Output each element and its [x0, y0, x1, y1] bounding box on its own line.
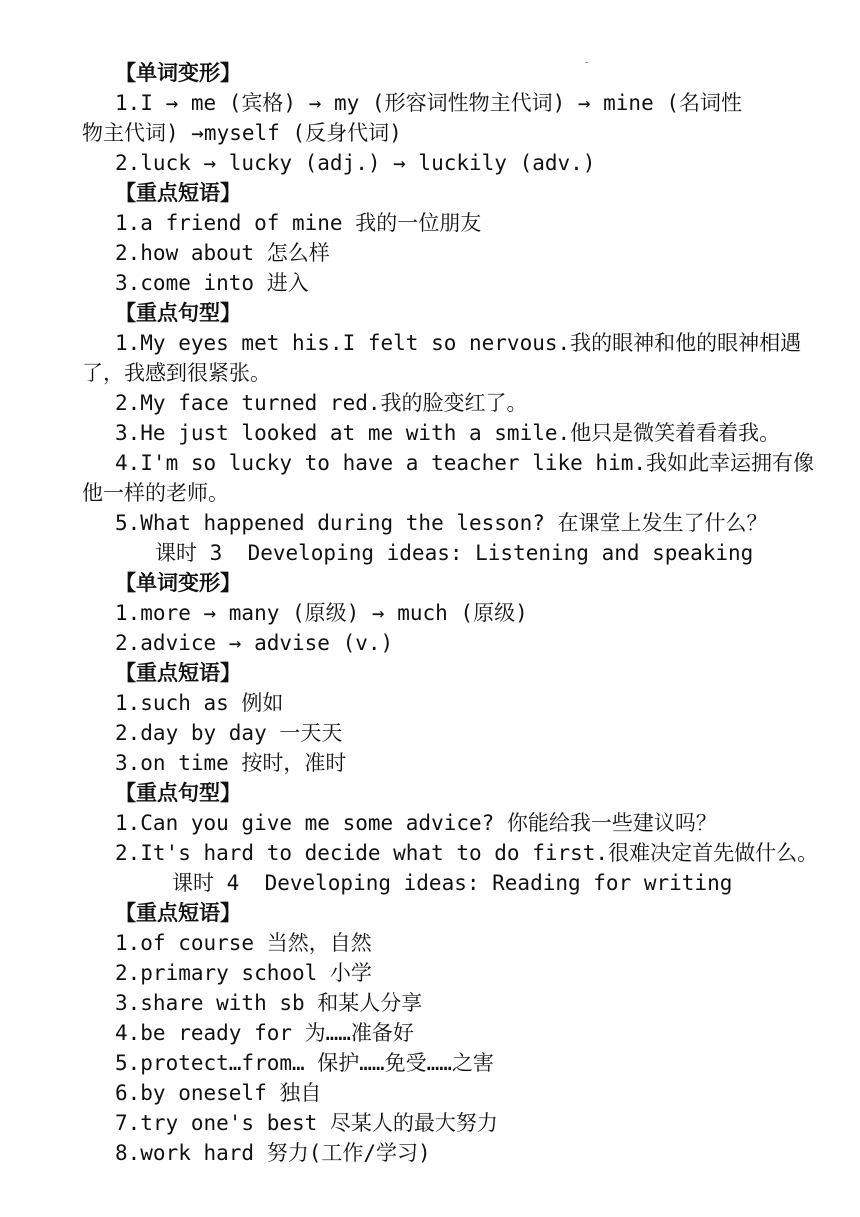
section-heading-key-phrases-3: 【重点短语】: [115, 901, 241, 925]
section-heading-key-sentences: 【重点句型】: [115, 301, 241, 325]
sentence-item-2: 2.My face turned red.我的脸变红了。: [115, 391, 528, 415]
phrase-item-11: 5.protect…from… 保护……免受……之害: [115, 1051, 494, 1075]
word-form-item-1: 1.I → me (宾格) → my (形容词性物主代词) → mine (名词性: [115, 91, 743, 115]
sentence-item-3: 3.He just looked at me with a smile.他只是微笑着看着我。: [115, 421, 781, 445]
phrase-item-8: 2.primary school 小学: [115, 961, 372, 985]
word-form-item-4: 2.advice → advise (v.): [115, 631, 394, 655]
sentence-item-6: 1.Can you give me some advice? 你能给我一些建议吗？: [115, 811, 717, 835]
section-heading-key-sentences-2: 【重点句型】: [115, 781, 241, 805]
phrase-item-3: 3.come into 进入: [115, 271, 309, 295]
sentence-item-4-cont: 他一样的老师。: [82, 481, 229, 505]
word-form-item-3: 1.more → many (原级) → much (原级): [115, 601, 528, 625]
word-form-item-2: 2.luck → lucky (adj.) → luckily (adv.): [115, 151, 596, 175]
phrase-item-1: 1.a friend of mine 我的一位朋友: [115, 211, 482, 235]
phrase-item-9: 3.share with sb 和某人分享: [115, 991, 423, 1015]
section-heading-word-forms: 【单词变形】: [115, 61, 241, 85]
phrase-item-5: 2.day by day 一天天: [115, 721, 343, 745]
sentence-item-7: 2.It's hard to decide what to do first.很难决定首先做什么。: [115, 841, 819, 865]
lesson-3-title: 课时 3 Developing ideas: Listening and speaking: [155, 541, 754, 565]
section-heading-word-forms-2: 【单词变形】: [115, 571, 241, 595]
phrase-item-2: 2.how about 怎么样: [115, 241, 330, 265]
phrase-item-7: 1.of course 当然，自然: [115, 931, 372, 955]
sentence-item-1-cont: 了，我感到很紧张。: [82, 361, 271, 385]
phrase-item-12: 6.by oneself 独自: [115, 1081, 322, 1105]
phrase-item-13: 7.try one's best 尽某人的最大努力: [115, 1111, 498, 1135]
section-heading-key-phrases-2: 【重点短语】: [115, 661, 241, 685]
phrase-item-14: 8.work hard 努力(工作/学习): [115, 1141, 431, 1165]
sentence-item-5: 5.What happened during the lesson? 在课堂上发生了什么？: [115, 511, 768, 535]
word-form-item-1-cont: 物主代词) →myself (反身代词): [82, 121, 402, 145]
sentence-item-1: 1.My eyes met his.I felt so nervous.我的眼神和他的眼神相遇: [115, 331, 802, 355]
lesson-4-title: 课时 4 Developing ideas: Reading for writing: [172, 871, 733, 895]
phrase-item-6: 3.on time 按时，准时: [115, 751, 347, 775]
phrase-item-4: 1.such as 例如: [115, 691, 284, 715]
sentence-item-4: 4.I'm so lucky to have a teacher like him.我如此幸运拥有像: [115, 451, 815, 475]
section-heading-key-phrases: 【重点短语】: [115, 181, 241, 205]
scan-mark: [585, 62, 588, 63]
phrase-item-10: 4.be ready for 为……准备好: [115, 1021, 414, 1045]
